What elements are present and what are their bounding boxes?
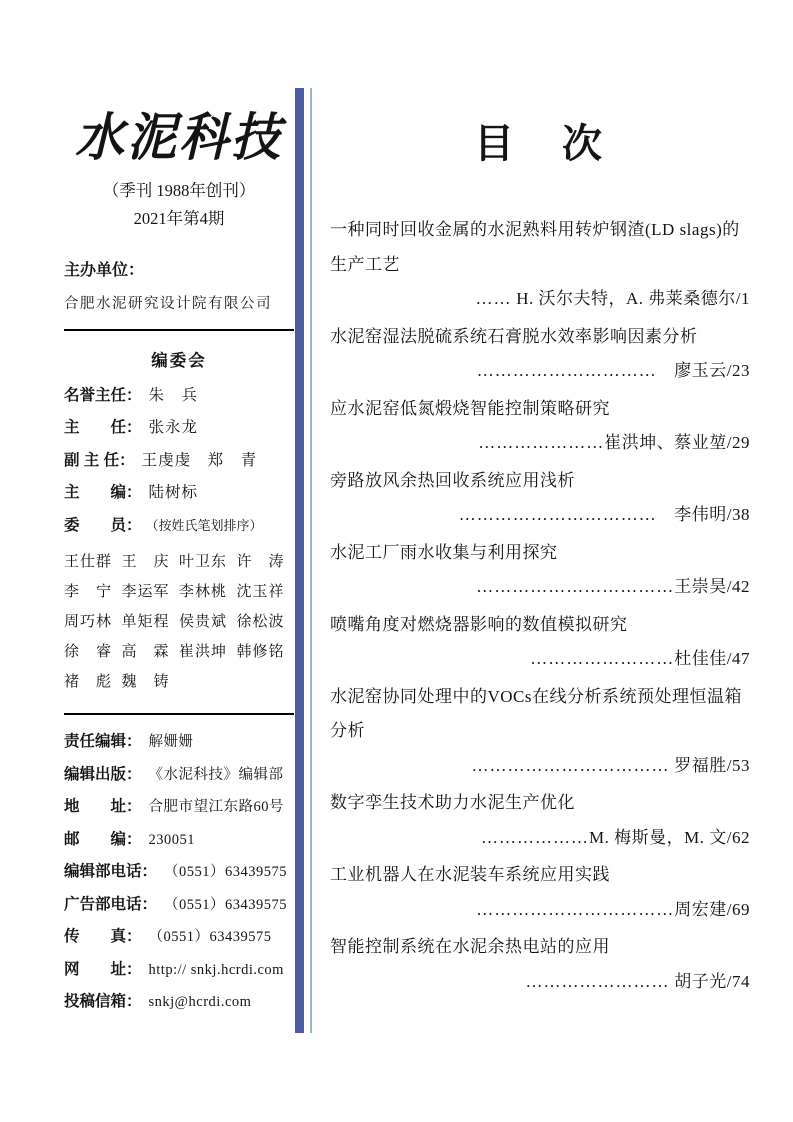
divider-bar-blue (295, 88, 304, 1033)
member-name: 李 宁 (64, 584, 113, 601)
toc-entry-title: 水泥工厂雨水收集与利用探究 (330, 542, 558, 562)
toc-entry (330, 608, 750, 677)
role-label: 名誉主任： (64, 386, 142, 404)
divider-bar-accent (310, 88, 312, 1033)
member-name: 徐 睿 (64, 644, 113, 661)
toc-entry (330, 930, 750, 999)
toc-entry-title: 数字孪生技术助力水泥生产优化 (330, 793, 575, 812)
leader-dots: …… (475, 289, 512, 308)
toc-entry-author: 胡子光/74 (669, 971, 750, 991)
publication-info-row (64, 991, 294, 1013)
info-value: （0551）63439575 (148, 929, 272, 946)
role-row (64, 515, 294, 536)
publication-info-row (64, 764, 294, 786)
divider-line (64, 329, 294, 331)
toc-entry-author: 周宏建/69 (674, 899, 750, 919)
toc-entry-author-line (330, 354, 750, 389)
toc-entry-author-line (330, 749, 750, 784)
member-row (64, 637, 294, 667)
toc-entry (330, 464, 750, 533)
journal-subtitle: （季刊 1988年创刊） (102, 180, 256, 200)
publication-info-row (64, 861, 294, 883)
leader-dots: …………………………… (458, 505, 657, 524)
member-name: 王 庆 (121, 554, 170, 571)
toc-entry-title: 水泥窑湿法脱硫系统石膏脱水效率影响因素分析 (330, 326, 698, 346)
info-label: 广告部电话： (64, 895, 158, 913)
publication-info-row (64, 894, 294, 916)
member-name: 侯贵斌 (179, 614, 228, 631)
leader-dots: ……………… (481, 827, 590, 847)
toc-entry (330, 320, 750, 389)
leader-dots: …………………………… (476, 899, 675, 919)
role-row (64, 482, 294, 503)
divider-line (64, 713, 294, 715)
toc-heading: 目 次 (474, 121, 606, 166)
toc-entry-title: 智能控制系统在水泥余热电站的应用 (330, 937, 610, 956)
toc-entry-author: M. 梅斯曼，M. 文/62 (589, 827, 750, 847)
toc-entry (330, 786, 750, 855)
member-name: 高 霖 (121, 644, 170, 661)
info-label: 邮 编： (64, 830, 142, 848)
sponsor-name: 合肥水泥研究设计院有限公司 (64, 295, 272, 312)
toc-entry-title: 一种同时回收金属的水泥熟料用转炉钢渣(LD slags)的生产工艺 (330, 220, 740, 274)
member-name (179, 667, 237, 697)
info-label: 网 址： (64, 960, 142, 978)
info-label: 投稿信箱： (64, 993, 142, 1011)
toc-entry-title: 水泥窑协同处理中的VOCs在线分析系统预处理恒温箱分析 (330, 686, 743, 740)
member-row (64, 607, 294, 637)
website-url: http:// snkj.hcrdi.com (148, 961, 284, 978)
info-value: （0551）63439575 (164, 896, 288, 913)
leader-dots: …………………………… (471, 755, 670, 775)
toc-entry (330, 213, 750, 317)
masthead-column (64, 108, 294, 1024)
info-label: 编辑部电话： (64, 863, 158, 881)
member-name: 褚 彪 (64, 674, 113, 691)
member-name: 许 涛 (236, 554, 285, 571)
member-name: 王仕群 (64, 554, 113, 571)
role-value: 陆树标 (148, 484, 199, 502)
role-value: 张永龙 (148, 419, 199, 437)
role-label: 副 主 任： (64, 451, 135, 469)
publication-info (64, 731, 294, 1013)
member-row (64, 667, 294, 697)
toc-entry-author: 罗福胜/53 (669, 755, 750, 775)
info-value: 《水泥科技》编辑部 (148, 766, 284, 783)
sponsor-label: 主办单位： (64, 261, 145, 279)
leader-dots: ………………… (478, 433, 605, 452)
member-row (64, 547, 294, 577)
member-row (64, 577, 294, 607)
table-of-contents (330, 112, 750, 1002)
toc-entry (330, 680, 750, 784)
toc-entry-author: 李伟明/38 (656, 505, 750, 524)
member-name: 沈玉祥 (236, 584, 285, 601)
journal-title: 水泥科技 (74, 106, 283, 168)
committee-members (64, 547, 294, 697)
publication-info-row (64, 731, 294, 753)
toc-entry-author-line (330, 282, 750, 317)
editorial-board-roles (64, 385, 294, 536)
member-name (237, 667, 295, 697)
member-name: 徐松波 (236, 614, 285, 631)
toc-entry-title: 工业机器人在水泥装车系统应用实践 (330, 865, 610, 884)
leader-dots: …………………… (530, 649, 675, 668)
toc-entry-author: 王崇昊/42 (674, 577, 750, 596)
role-value: （按姓氏笔划排序） (145, 517, 263, 533)
toc-entry (330, 536, 750, 605)
member-name: 叶卫东 (179, 554, 228, 571)
role-value: 王虔虔 郑 青 (141, 451, 258, 469)
role-row (64, 385, 294, 406)
toc-entry-author-line (330, 893, 750, 928)
member-name: 韩修铭 (236, 644, 285, 661)
member-name: 魏 铸 (121, 674, 170, 691)
toc-entry-title: 旁路放风余热回收系统应用浅析 (330, 470, 575, 490)
toc-entry-title: 喷嘴角度对燃烧器影响的数值模拟研究 (330, 614, 628, 634)
toc-entry-author: 崔洪坤、蔡业堃/29 (604, 433, 750, 452)
info-label: 编辑出版： (64, 765, 142, 783)
info-value: 解姗姗 (148, 734, 194, 751)
info-value: （0551）63439575 (164, 864, 288, 881)
role-row (64, 417, 294, 438)
toc-entry-author-line (330, 965, 750, 1000)
role-value: 朱 兵 (148, 386, 199, 404)
toc-entry (330, 392, 750, 461)
role-label: 委 员： (64, 516, 142, 534)
info-label: 传 真： (64, 928, 142, 946)
editorial-board-heading: 编委会 (151, 351, 207, 370)
toc-entry-author: 杜佳佳/47 (674, 649, 750, 668)
publication-info-row (64, 926, 294, 948)
info-label: 责任编辑： (64, 733, 142, 751)
toc-entry-title: 应水泥窑低氮煅烧智能控制策略研究 (330, 398, 610, 418)
issue-info: 2021年第4期 (133, 208, 225, 228)
member-name: 周巧林 (64, 614, 113, 631)
toc-entry-author-line (330, 498, 750, 533)
submission-email: snkj@hcrdi.com (148, 994, 252, 1011)
info-value: 230051 (148, 831, 196, 848)
toc-entry-author: H. 沃尔夫特，A. 弗莱桑德尔/1 (511, 289, 750, 308)
role-label: 主 任： (64, 419, 142, 437)
toc-entry-author-line (330, 570, 750, 605)
member-name: 单矩程 (121, 614, 170, 631)
leader-dots: ………………………… (476, 361, 657, 380)
publication-info-row (64, 829, 294, 851)
leader-dots: …………………… (525, 971, 670, 991)
member-name: 李林桃 (179, 584, 228, 601)
role-row (64, 450, 294, 471)
info-value: 合肥市望江东路60号 (148, 799, 285, 816)
toc-entry-author: 廖玉云/23 (656, 361, 750, 380)
toc-entry-author-line (330, 821, 750, 856)
member-name: 崔洪坤 (179, 644, 228, 661)
role-label: 主 编： (64, 484, 142, 502)
leader-dots: …………………………… (476, 577, 675, 596)
toc-entry-author-line (330, 426, 750, 461)
toc-entry (330, 858, 750, 927)
info-label: 地 址： (64, 798, 142, 816)
publication-info-row (64, 796, 294, 818)
member-name: 李运军 (121, 584, 170, 601)
toc-entry-author-line (330, 642, 750, 677)
publication-info-row (64, 959, 294, 981)
